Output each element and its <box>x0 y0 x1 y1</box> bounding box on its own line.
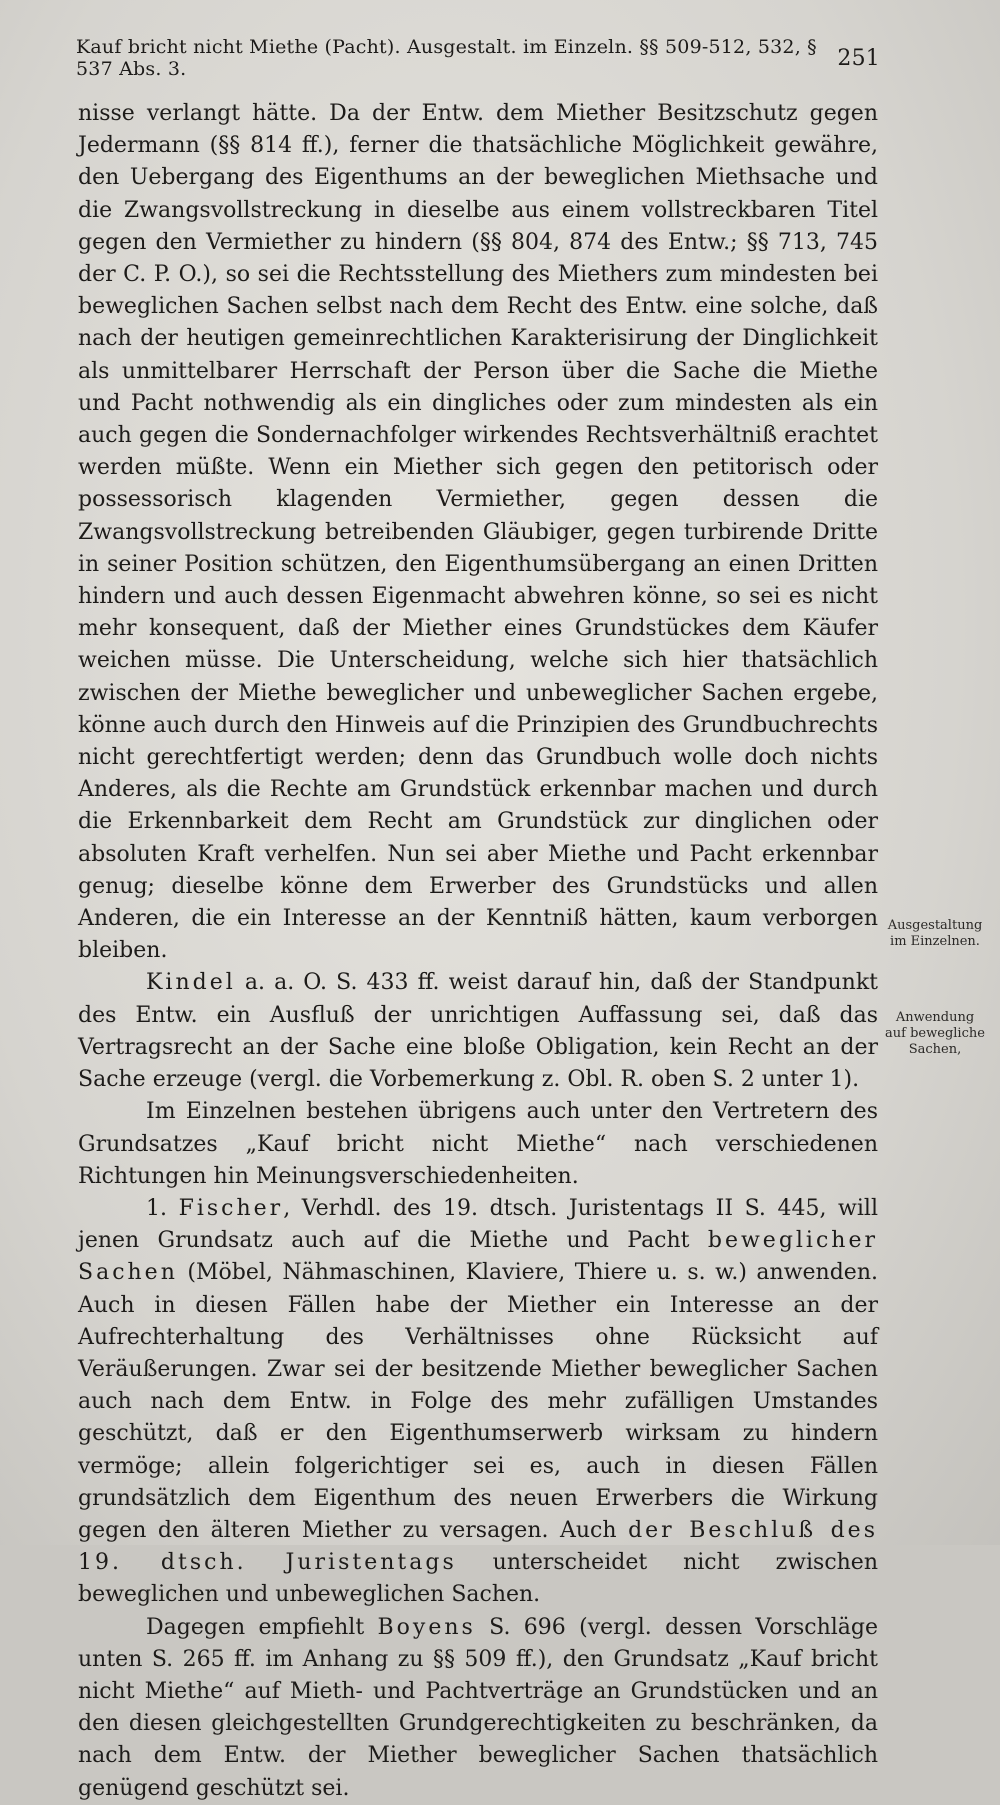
paragraph-einzelnen: Im Einzelnen bestehen übrigens auch unter den Vertretern des Grundsatzes „Kauf bricht nicht Miethe“ nach verschiedenen Richtungen hin Meinungsverschiedenheiten. <box>78 1099 878 1189</box>
paragraph-fischer-text-3: unterscheidet nicht zwischen beweglichen und unbeweglichen Sachen. <box>78 1550 878 1608</box>
paragraph-fischer-text-1: , Verhdl. des 19. dtsch. Juristentags II S. 445, will jenen Grundsatz auch auf die Miethe und Pacht <box>78 1195 878 1254</box>
running-title: Kauf bricht nicht Miethe (Pacht). Ausgestalt. im Einzeln. §§ 509-512, 532, § 537 Abs. 3. <box>76 36 817 80</box>
main-text <box>78 98 878 1805</box>
running-header <box>76 36 880 80</box>
paragraph-boyens-lead: Dagegen empfiehlt <box>146 1614 378 1640</box>
paragraph-miether-besitzschutz: nisse verlangt hätte. Da der Entw. dem Miether Besitzschutz gegen Jedermann (§§ 814 ff.), ferner die thatsächliche Möglichkeit gewähre, den Uebergang des Eigenthums an der beweglichen Miethsache und die Zwangsvollstreckung in dieselbe aus einem vollstreckbaren Titel gegen den Vermiether zu hindern (§§ 804, 874 des Entw.; §§ 713, 745 der C. P. O.), so sei die Rechtsstellung des Miethers zum mindesten bei beweglichen Sachen selbst nach dem Recht des Entw. eine solche, daß nach der heutigen gemeinrechtlichen Karakterisirung der Dinglichkeit als unmittelbarer Herrschaft der Person über die Sache die Miethe und Pacht nothwendig als ein dingliches oder zum mindesten als ein auch gegen die Sondernachfolger wirkendes Rechtsverhältniß erachtet werden müßte. Wenn ein Miether sich gegen den petitorisch oder possessorisch klagenden Vermiether, gegen dessen die Zwangsvollstreckung betreibenden Gläubiger, gegen turbirende Dritte in seiner Position schützen, den Eigenthumsübergang an einen Dritten hindern und auch dessen Eigenmacht abwehren könne, so sei es nicht mehr konsequent, daß der Miether eines Grundstückes dem Käufer weichen müsse. Die Unterscheidung, welche sich hier thatsächlich zwischen der Miethe beweglicher und unbeweglicher Sachen ergebe, könne auch durch den Hinweis auf die Prinzipien des Grundbuchrechts nicht gerechtfertigt werden; denn das Grundbuch wolle doch nichts Anderes, als die Rechte am Grundstück erkennbar machen und durch die Erkennbarkeit dem Recht am Grundstück zur dinglichen oder absoluten Kraft verhelfen. Nun sei aber Miethe und Pacht erkennbar genug; dieselbe könne dem Erwerber des Grundstücks und allen Anderen, die ein Interesse an der Kenntniß hätten, kaum verborgen bleiben. <box>78 101 878 964</box>
paragraph-boyens-text: S. 696 (vergl. dessen Vorschläge unten S. 265 ff. im Anhang zu §§ 509 ff.), den Grundsatz „Kauf bricht nicht Miethe“ auf Mieth- und Pachtverträge an Grundstücken und an den diesen gleichgestellten Grundgerechtigkeiten zu beschränken, da nach dem Entw. der Miether beweglicher Sachen thatsächlich genügend geschützt sei. <box>78 1614 878 1801</box>
margin-note-ausgestaltung: Ausgestaltung im Einzelnen. <box>887 918 983 949</box>
page-number: 251 <box>837 45 880 71</box>
paragraph-fischer-text-2: (Möbel, Nähmaschinen, Klaviere, Thiere u. s. w.) anwenden. Auch in diesen Fällen habe der Miether ein Interesse an der Aufrechterhaltung des Verhältnisses ohne Rücksicht auf Veräußerungen. Zwar sei der besitzende Miether beweglicher Sachen auch nach dem Entw. in Folge des mehr zufälligen Umstandes geschützt, daß er den Eigenthumserwerb wirksam zu hindern vermöge; allein folgerichtiger sei es, auch in diesen Fällen grundsätzlich dem Eigenthum des neuen Erwerbers die Wirkung gegen den älteren Miether zu versagen. Auch <box>78 1260 878 1543</box>
paragraph-boyens <box>78 1612 878 1805</box>
paragraph-fischer <box>78 1193 878 1612</box>
author-name-kindel: Kindel <box>146 970 236 996</box>
paragraph-kindel <box>78 967 878 1096</box>
spaced-emphasis-beschluss: der Beschluß des 19. dtsch. Juristentags <box>78 1517 878 1576</box>
margin-note-anwendung: Anwendung auf bewegliche Sachen, <box>885 1010 985 1057</box>
bleed-through-mark <box>905 172 985 212</box>
author-name-boyens: Boyens <box>377 1614 476 1640</box>
author-name-fischer: Fischer <box>178 1195 284 1221</box>
list-number: 1. <box>146 1195 179 1221</box>
spaced-emphasis-beweglicher-sachen: beweglicher Sachen <box>78 1228 878 1286</box>
paragraph-kindel-text: a. a. O. S. 433 ff. weist darauf hin, daß der Standpunkt des Entw. ein Ausfluß der unrichtigen Auffassung sei, daß das Vertragsrecht an der Sache eine bloße Obligation, kein Recht an der Sache erzeuge (vergl. die Vorbemerkung z. Obl. R. oben S. 2 unter 1). <box>78 970 878 1093</box>
